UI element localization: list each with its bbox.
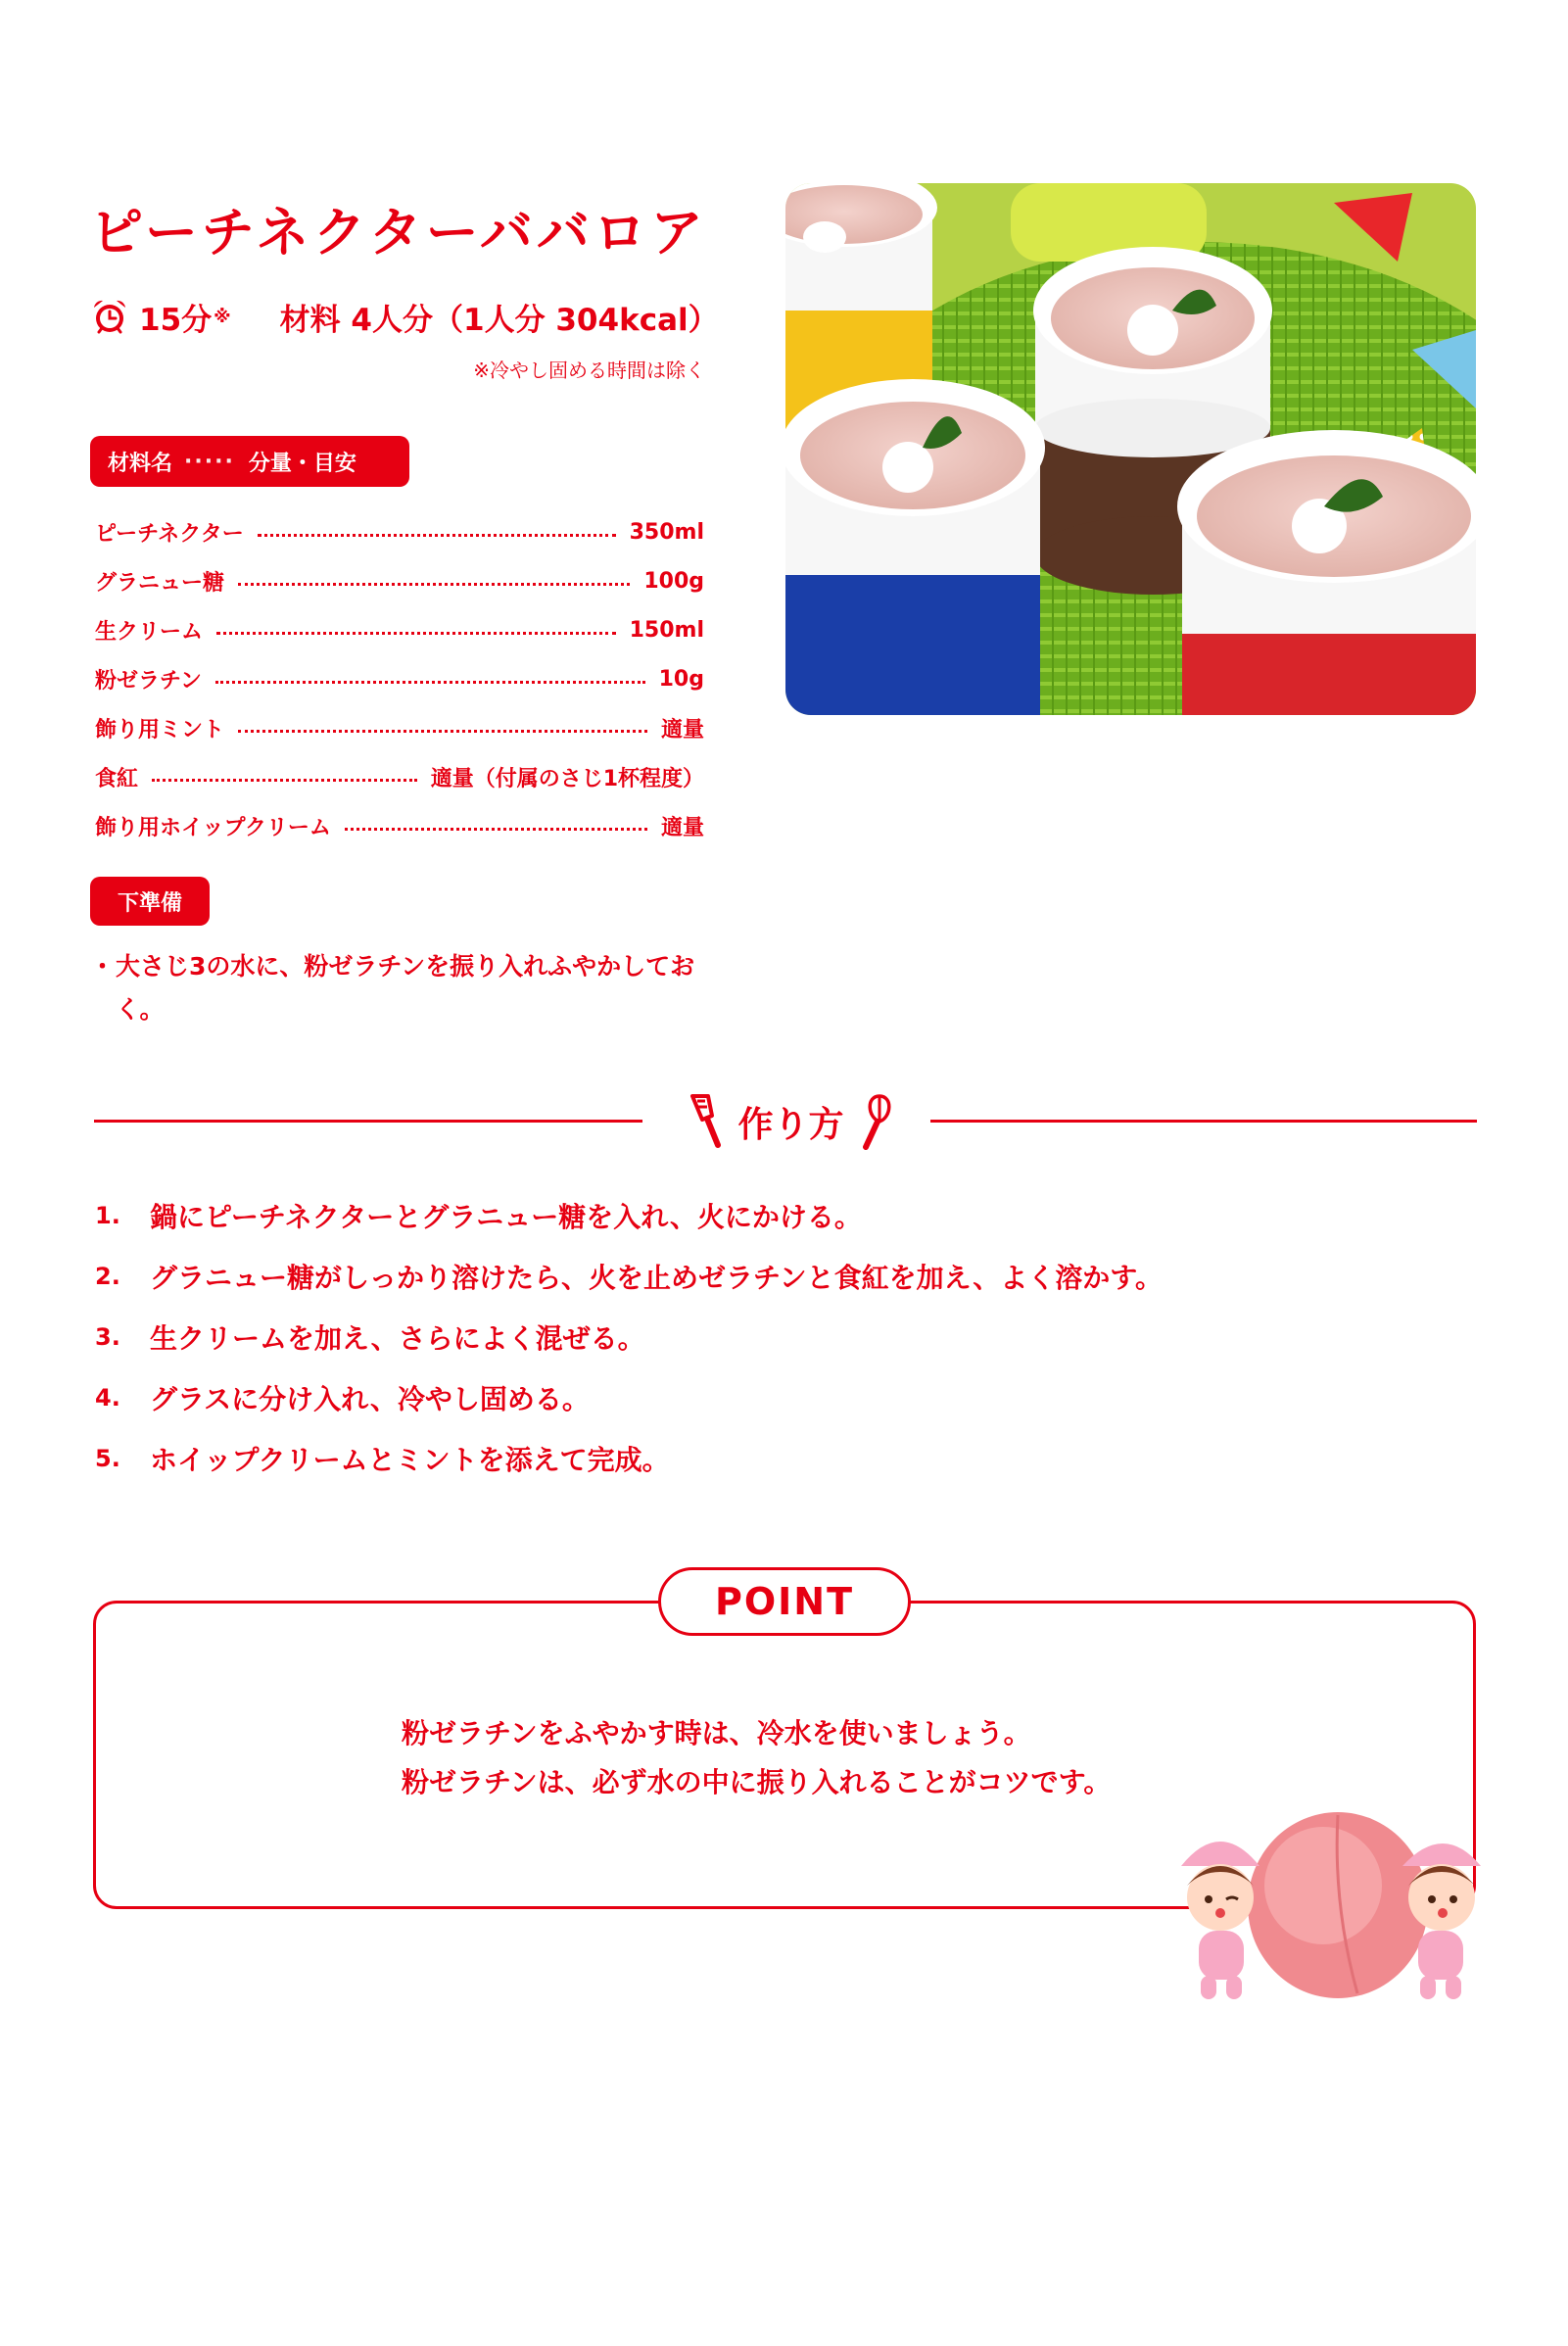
ingredient-name: グラニュー糖 [95, 570, 225, 596]
ingredient-list [95, 507, 704, 850]
leader-dots [238, 730, 647, 733]
ingredient-name: 飾り用ホイップクリーム [95, 815, 331, 840]
ingredient-amount: 150ml [629, 617, 704, 643]
method-step [95, 1185, 1368, 1246]
ingredients-header-sep: ····· [184, 449, 235, 474]
leader-dots [345, 828, 647, 831]
recipe-meta [90, 290, 719, 343]
point-line: 粉ゼラチンは、必ず水の中に振り入れることがコツです。 [402, 1766, 1112, 1798]
ingredient-amount: 適量 [660, 815, 704, 840]
ingredient-amount: 100g [643, 568, 704, 594]
leader-dots [216, 632, 616, 635]
leader-dots [215, 681, 645, 684]
leader-dots [258, 534, 616, 537]
ingredient-name: 粉ゼラチン [95, 668, 202, 694]
mascot-left [1181, 1842, 1259, 1999]
ingredient-name: 飾り用ミント [95, 717, 225, 742]
prep-time: 15分 [139, 302, 213, 338]
step-number: 5. [95, 1445, 120, 1472]
servings-info: 材料 4人分（1人分 304kcal） [279, 302, 719, 338]
method-divider-right [930, 1120, 1477, 1123]
leader-dots [238, 583, 630, 586]
cup-blue [785, 379, 1045, 715]
ingredient-name: ピーチネクター [95, 521, 244, 547]
ingredient-amount: 10g [658, 666, 704, 692]
method-title-text: 作り方 [737, 1104, 844, 1145]
ingredient-row [95, 654, 704, 703]
step-number: 2. [95, 1263, 120, 1290]
step-number: 1. [95, 1202, 120, 1229]
dessert-photo [785, 183, 1476, 715]
prep-header: 下準備 [90, 877, 210, 926]
whisk-icon [858, 1092, 893, 1151]
step-text: ホイップクリームとミントを添えて完成。 [150, 1444, 670, 1476]
ingredient-amount: 適量（付属のさじ1杯程度） [430, 766, 704, 791]
method-title [656, 1087, 926, 1156]
ingredient-name: 生クリーム [95, 619, 204, 645]
ingredient-amount: 350ml [629, 519, 704, 545]
point-text [402, 1709, 1283, 1807]
time-note-mark: ※ [214, 306, 231, 327]
prep-bullet: ・ [90, 952, 116, 981]
ingredient-row [95, 605, 704, 654]
method-step [95, 1367, 1368, 1428]
ingredient-row [95, 507, 704, 556]
step-number: 4. [95, 1384, 120, 1412]
step-text: 鍋にピーチネクターとグラニュー糖を入れ、火にかける。 [150, 1201, 862, 1233]
step-text: グラスに分け入れ、冷やし固める。 [150, 1383, 590, 1415]
ingredients-header-name: 材料名 [108, 451, 173, 476]
ingredients-header-amount: 分量・目安 [248, 451, 356, 476]
method-divider-left [94, 1120, 642, 1123]
step-text: グラニュー糖がしっかり溶けたら、火を止めゼラチンと食紅を加え、よく溶かす。 [150, 1262, 1164, 1294]
method-steps [95, 1185, 1368, 1489]
step-number: 3. [95, 1323, 120, 1351]
ingredient-amount: 適量 [660, 717, 704, 742]
cup-red [1177, 430, 1476, 715]
point-label: POINT [658, 1567, 911, 1636]
chill-note: ※冷やし固める時間は除く [473, 359, 705, 382]
ingredient-row [95, 556, 704, 605]
alarm-clock-icon [90, 297, 129, 336]
method-step [95, 1246, 1368, 1307]
ingredient-row [95, 703, 704, 752]
leader-dots [152, 779, 417, 782]
method-step [95, 1307, 1368, 1367]
spatula-icon [689, 1092, 724, 1151]
method-step [95, 1428, 1368, 1489]
ingredient-row [95, 801, 704, 850]
ingredients-header [90, 436, 409, 487]
prep-instruction [90, 945, 717, 1031]
ingredient-row [95, 752, 704, 801]
point-line: 粉ゼラチンをふやかす時は、冷水を使いましょう。 [402, 1717, 1031, 1749]
mascot-illustration [1162, 1807, 1500, 2018]
prep-instruction-text: 大さじ3の水に、粉ゼラチンを振り入れふやかしておく。 [116, 952, 695, 1024]
ingredient-name: 食紅 [95, 766, 139, 791]
recipe-title: ピーチネクターババロア [90, 202, 707, 263]
step-text: 生クリームを加え、さらによく混ぜる。 [150, 1322, 645, 1355]
